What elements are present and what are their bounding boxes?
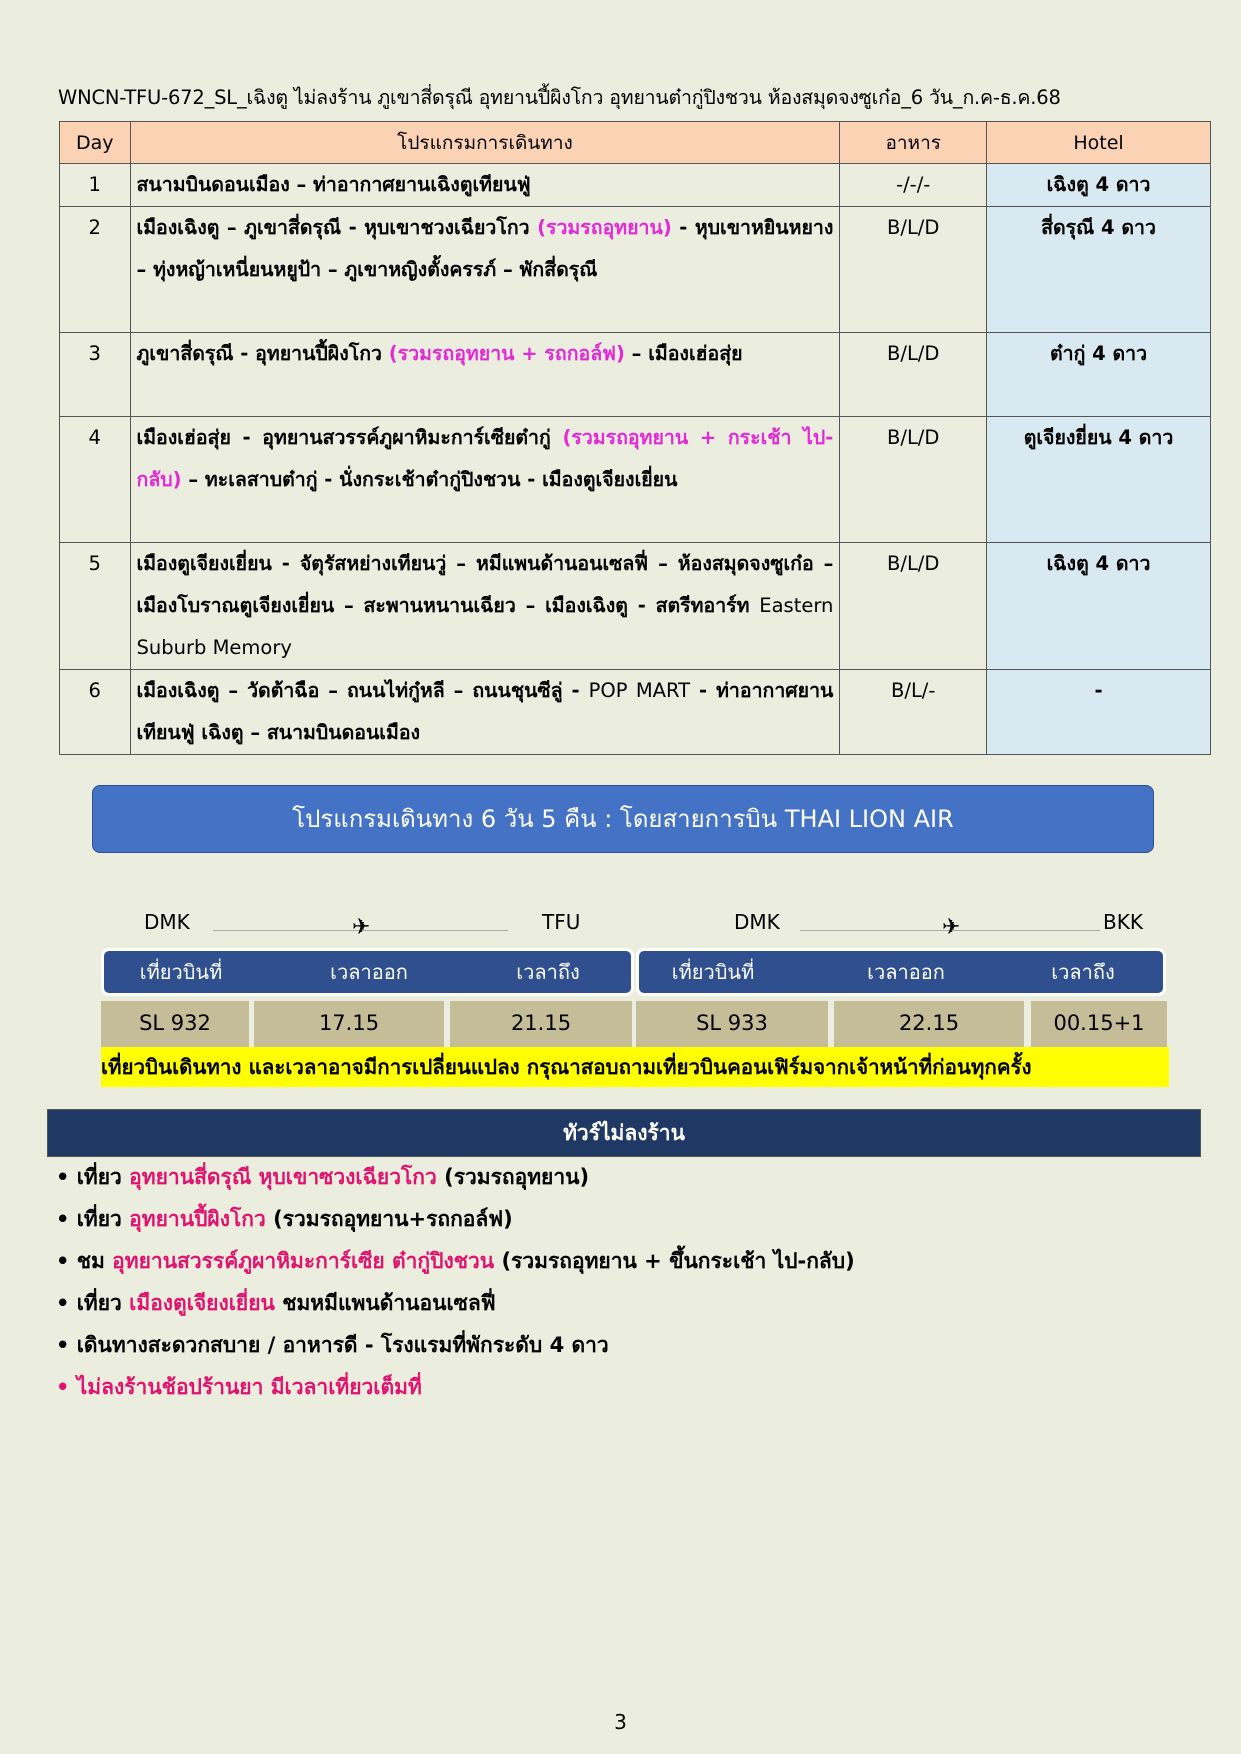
plane-icon: ✈ bbox=[942, 915, 961, 940]
header-arrive: เวลาถึง bbox=[516, 960, 580, 984]
header-day: Day bbox=[60, 122, 131, 164]
document-title: WNCN-TFU-672_SL_เฉิงตู ไม่ลงร้าน ภูเขาสี่ดรุณี อุทยานปี้ผิงโกว อุทยานต๋ากู่ปิงชวน ห้องสมุดจงซูเก๋อ_6 วัน_ก.ค-ธ.ค.68 bbox=[58, 86, 1061, 109]
outbound-arrive: 21.15 bbox=[450, 1001, 632, 1047]
header-flight-no: เที่ยวบินที่ bbox=[139, 960, 223, 984]
header-depart: เวลาออก bbox=[867, 960, 945, 984]
itinerary-table bbox=[59, 121, 1211, 755]
return-destination: BKK bbox=[1103, 910, 1143, 934]
return-depart: 22.15 bbox=[834, 1001, 1024, 1047]
return-flight-header bbox=[636, 948, 1166, 996]
highlight-text: (รวมรถอุทยาน) bbox=[436, 1165, 590, 1189]
itinerary-row bbox=[60, 670, 1211, 755]
highlight-item bbox=[56, 1156, 855, 1198]
program-cell bbox=[130, 333, 840, 417]
outbound-origin: DMK bbox=[144, 910, 190, 934]
itinerary-header-row bbox=[60, 122, 1211, 164]
highlight-text: (รวมรถอุทยาน + ขึ้นกระเช้า ไป-กลับ) bbox=[494, 1249, 855, 1273]
highlight-text: (รวมรถอุทยาน+รถกอล์ฟ) bbox=[265, 1207, 513, 1231]
hotel-cell: เฉิงตู 4 ดาว bbox=[987, 543, 1211, 670]
meal-cell: B/L/- bbox=[840, 670, 987, 755]
meal-cell: B/L/D bbox=[840, 543, 987, 670]
day-cell: 1 bbox=[60, 164, 131, 207]
flight-change-notice: เที่ยวบินเดินทาง และเวลาอาจมีการเปลี่ยนแปลง กรุณาสอบถามเที่ยวบินคอนเฟิร์มจากเจ้าหน้าที่ก่อนทุกครั้ง bbox=[101, 1047, 1169, 1087]
highlight-text: • เที่ยว bbox=[56, 1291, 130, 1315]
highlight-text: • เที่ยว bbox=[56, 1165, 130, 1189]
page-number: 3 bbox=[614, 1710, 627, 1734]
header-arrive: เวลาถึง bbox=[1051, 960, 1115, 984]
outbound-flight-no: SL 932 bbox=[101, 1001, 249, 1047]
day-cell: 5 bbox=[60, 543, 131, 670]
highlight-text: • เดินทางสะดวกสบาย / อาหารดี - โรงแรมที่พักระดับ 4 ดาว bbox=[56, 1333, 609, 1357]
inclusion-note: (รวมรถอุทยาน + กระเช้า ไป-กลับ) bbox=[136, 426, 834, 491]
highlight-place: อุทยานสวรรค์ภูผาหิมะการ์เซีย ต๋ากู่ปิงชวน bbox=[112, 1249, 495, 1273]
meal-cell: B/L/D bbox=[840, 333, 987, 417]
hotel-cell: - bbox=[987, 670, 1211, 755]
day-cell: 4 bbox=[60, 417, 131, 543]
return-flight-no: SL 933 bbox=[636, 1001, 828, 1047]
program-text: เมืองเฉิงตู – วัดต้าฉือ – ถนนไท่กู๋หลี – ถนนชุนซีลู่ - bbox=[136, 679, 589, 702]
header-hotel: Hotel bbox=[987, 122, 1211, 164]
header-meal: อาหาร bbox=[840, 122, 987, 164]
program-text: เมืองตูเจียงเยี่ยน - จัตุรัสหย่างเทียนวู่ – หมีแพนด้านอนเซลฟี่ – ห้องสมุดจงซูเก๋อ – เมืองโบราณตูเจียงเยี่ยน – สะพานหนานเฉียว – เมืองเฉิงตู - สตรีทอาร์ท bbox=[136, 552, 834, 617]
program-banner: โปรแกรมเดินทาง 6 วัน 5 คืน : โดยสายการบิน THAI LION AIR bbox=[92, 785, 1154, 853]
return-arrive: 00.15+1 bbox=[1031, 1001, 1167, 1047]
highlights-list bbox=[56, 1156, 855, 1408]
highlight-item bbox=[56, 1240, 855, 1282]
highlight-item bbox=[56, 1198, 855, 1240]
meal-cell: -/-/- bbox=[840, 164, 987, 207]
inclusion-note: (รวมรถอุทยาน + รถกอล์ฟ) bbox=[388, 342, 625, 365]
outbound-depart: 17.15 bbox=[254, 1001, 444, 1047]
meal-cell: B/L/D bbox=[840, 207, 987, 333]
program-cell bbox=[130, 417, 840, 543]
inclusion-note: (รวมรถอุทยาน) bbox=[537, 216, 672, 239]
header-program: โปรแกรมการเดินทาง bbox=[130, 122, 840, 164]
hotel-cell: ต๋ากู่ 4 ดาว bbox=[987, 333, 1211, 417]
itinerary-row bbox=[60, 207, 1211, 333]
outbound-flight-header bbox=[101, 948, 634, 996]
highlight-place: • ไม่ลงร้านช้อปร้านยา มีเวลาเที่ยวเต็มที่ bbox=[56, 1375, 422, 1399]
itinerary-row bbox=[60, 333, 1211, 417]
highlight-place: เมืองตูเจียงเยี่ยน bbox=[129, 1291, 275, 1315]
program-cell bbox=[130, 164, 840, 207]
highlight-item bbox=[56, 1324, 855, 1366]
header-flight-no: เที่ยวบินที่ bbox=[671, 960, 755, 984]
header-depart: เวลาออก bbox=[330, 960, 408, 984]
program-text: ภูเขาสี่ดรุณี - อุทยานปี้ผิงโกว bbox=[136, 342, 389, 365]
program-text: เมืองเฮ่อสุ่ย - อุทยานสวรรค์ภูผาหิมะการ์เซียต๋ากู่ bbox=[136, 426, 563, 449]
day-cell: 3 bbox=[60, 333, 131, 417]
outbound-destination: TFU bbox=[542, 910, 581, 934]
plane-icon: ✈ bbox=[352, 915, 371, 940]
itinerary-body bbox=[60, 164, 1211, 755]
program-cell bbox=[130, 670, 840, 755]
itinerary-row bbox=[60, 417, 1211, 543]
highlight-item bbox=[56, 1282, 855, 1324]
meal-cell: B/L/D bbox=[840, 417, 987, 543]
hotel-cell: เฉิงตู 4 ดาว bbox=[987, 164, 1211, 207]
program-cell bbox=[130, 543, 840, 670]
program-text: POP MART bbox=[588, 679, 691, 702]
highlight-item bbox=[56, 1366, 855, 1408]
itinerary-row bbox=[60, 164, 1211, 207]
program-text: – ทะเลสาบต๋ากู่ - นั่งกระเช้าต๋ากู่ปิงชวน - เมืองตูเจียงเยี่ยน bbox=[181, 468, 678, 491]
highlight-place: อุทยานสี่ดรุณี หุบเขาซวงเฉียวโกว bbox=[129, 1165, 437, 1189]
hotel-cell: ตูเจียงยี่ยน 4 ดาว bbox=[987, 417, 1211, 543]
highlight-text: ชมหมีแพนด้านอนเซลฟี่ bbox=[274, 1291, 496, 1315]
highlight-text: • ชม bbox=[56, 1249, 113, 1273]
day-cell: 6 bbox=[60, 670, 131, 755]
program-text: – เมืองเฮ่อสุ่ย bbox=[624, 342, 743, 365]
hotel-cell: สี่ดรุณี 4 ดาว bbox=[987, 207, 1211, 333]
highlight-text: • เที่ยว bbox=[56, 1207, 130, 1231]
program-text: เมืองเฉิงตู – ภูเขาสี่ดรุณี - หุบเขาชวงเฉียวโกว bbox=[136, 216, 538, 239]
program-text: - หุบเขาหยินหยาง – ทุ่งหญ้าเหนี่ยนหยูป้า – ภูเขาหญิงตั้งครรภ์ – พักสี่ดรุณี bbox=[136, 216, 834, 281]
highlight-place: อุทยานปี้ผิงโกว bbox=[129, 1207, 266, 1231]
program-text: Eastern Suburb Memory bbox=[136, 594, 834, 659]
return-origin: DMK bbox=[734, 910, 780, 934]
program-cell bbox=[130, 207, 840, 333]
no-shop-tour-heading: ทัวร์ไม่ลงร้าน bbox=[47, 1109, 1201, 1157]
program-text: - ท่าอากาศยานเทียนฟู่ เฉิงตู – สนามบินดอนเมือง bbox=[136, 679, 834, 744]
program-text: สนามบินดอนเมือง – ท่าอากาศยานเฉิงตูเทียนฟู่ bbox=[136, 173, 531, 196]
itinerary-row bbox=[60, 543, 1211, 670]
day-cell: 2 bbox=[60, 207, 131, 333]
